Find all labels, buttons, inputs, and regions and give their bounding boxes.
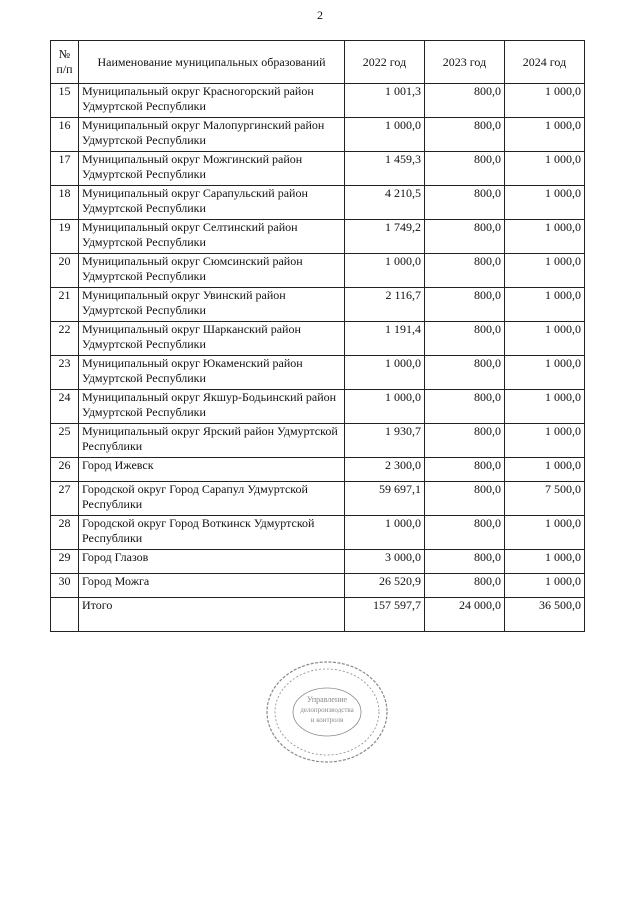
value-2024: 1 000,0: [505, 424, 585, 458]
row-name: Город Ижевск: [79, 458, 345, 482]
table-row: [51, 550, 585, 574]
value-2022: 1 000,0: [345, 390, 425, 424]
value-2024: 1 000,0: [505, 220, 585, 254]
table-row: [51, 254, 585, 288]
value-2022: 1 000,0: [345, 254, 425, 288]
value-2024: 1 000,0: [505, 516, 585, 550]
value-2024: 7 500,0: [505, 482, 585, 516]
value-2023: 800,0: [425, 550, 505, 574]
value-2023: 800,0: [425, 288, 505, 322]
value-2022: 1 749,2: [345, 220, 425, 254]
allocation-table: [50, 40, 585, 632]
row-name: Муниципальный округ Ярский район Удмуртской Республики: [79, 424, 345, 458]
row-name: Муниципальный округ Увинский район Удмуртской Республики: [79, 288, 345, 322]
row-name: Город Можга: [79, 574, 345, 598]
value-2024: 1 000,0: [505, 118, 585, 152]
row-name: Муниципальный округ Юкаменский район Удмуртской Республики: [79, 356, 345, 390]
value-2024: 1 000,0: [505, 288, 585, 322]
row-number: 30: [51, 574, 79, 598]
row-number: 16: [51, 118, 79, 152]
row-name: Городской округ Город Сарапул Удмуртской Республики: [79, 482, 345, 516]
value-2022: 2 300,0: [345, 458, 425, 482]
value-2022: 1 000,0: [345, 118, 425, 152]
row-number: 22: [51, 322, 79, 356]
value-2022: 4 210,5: [345, 186, 425, 220]
value-2023: 800,0: [425, 322, 505, 356]
row-number: 21: [51, 288, 79, 322]
table-row: [51, 356, 585, 390]
value-2023: 800,0: [425, 356, 505, 390]
table-row: [51, 390, 585, 424]
table-row: [51, 118, 585, 152]
table-row: [51, 220, 585, 254]
value-2022: 26 520,9: [345, 574, 425, 598]
row-number: 29: [51, 550, 79, 574]
value-2022: 3 000,0: [345, 550, 425, 574]
table-row: [51, 152, 585, 186]
row-number: 20: [51, 254, 79, 288]
value-2024: 1 000,0: [505, 254, 585, 288]
value-2024: 36 500,0: [505, 598, 585, 632]
value-2023: 800,0: [425, 458, 505, 482]
table-header-row: [51, 41, 585, 84]
value-2022: 157 597,7: [345, 598, 425, 632]
table-row: [51, 424, 585, 458]
stamp-line-3: и контроля: [310, 716, 344, 724]
value-2023: 800,0: [425, 516, 505, 550]
row-number: 15: [51, 84, 79, 118]
value-2022: 1 000,0: [345, 516, 425, 550]
table-row: [51, 516, 585, 550]
header-no: № п/п: [51, 41, 79, 84]
value-2024: 1 000,0: [505, 458, 585, 482]
row-number: 28: [51, 516, 79, 550]
value-2022: 1 930,7: [345, 424, 425, 458]
table-row: [51, 186, 585, 220]
row-name: Муниципальный округ Малопургинский район Удмуртской Республики: [79, 118, 345, 152]
value-2022: 1 000,0: [345, 356, 425, 390]
value-2023: 800,0: [425, 186, 505, 220]
value-2024: 1 000,0: [505, 574, 585, 598]
row-number: 17: [51, 152, 79, 186]
row-number: 26: [51, 458, 79, 482]
value-2023: 800,0: [425, 390, 505, 424]
value-2022: 1 001,3: [345, 84, 425, 118]
value-2022: 1 191,4: [345, 322, 425, 356]
table-row: [51, 458, 585, 482]
row-name: Муниципальный округ Сарапульский район Удмуртской Республики: [79, 186, 345, 220]
header-name: Наименование муниципальных образований: [79, 41, 345, 84]
stamp-line-2: делопроизводства: [300, 706, 354, 714]
row-name: Муниципальный округ Селтинский район Удмуртской Республики: [79, 220, 345, 254]
header-2022: 2022 год: [345, 41, 425, 84]
value-2023: 800,0: [425, 424, 505, 458]
value-2024: 1 000,0: [505, 84, 585, 118]
official-stamp: [265, 660, 389, 764]
value-2024: 1 000,0: [505, 152, 585, 186]
table-row: [51, 84, 585, 118]
value-2023: 800,0: [425, 574, 505, 598]
stamp-line-1: Управление: [306, 695, 348, 704]
row-number: 19: [51, 220, 79, 254]
row-number: 27: [51, 482, 79, 516]
row-name: Муниципальный округ Якшур-Бодьинский район Удмуртской Республики: [79, 390, 345, 424]
value-2022: 59 697,1: [345, 482, 425, 516]
row-number: 18: [51, 186, 79, 220]
row-number: 25: [51, 424, 79, 458]
value-2023: 800,0: [425, 254, 505, 288]
row-name: Город Глазов: [79, 550, 345, 574]
value-2022: 1 459,3: [345, 152, 425, 186]
table-row: [51, 322, 585, 356]
row-name: Итого: [79, 598, 345, 632]
total-row: [51, 598, 585, 632]
row-number: [51, 598, 79, 632]
page-number: 2: [317, 8, 323, 22]
value-2023: 800,0: [425, 482, 505, 516]
value-2022: 2 116,7: [345, 288, 425, 322]
table-row: [51, 574, 585, 598]
header-2023: 2023 год: [425, 41, 505, 84]
row-name: Муниципальный округ Шарканский район Удмуртской Республики: [79, 322, 345, 356]
value-2023: 24 000,0: [425, 598, 505, 632]
row-name: Городской округ Город Воткинск Удмуртской Республики: [79, 516, 345, 550]
value-2024: 1 000,0: [505, 356, 585, 390]
value-2023: 800,0: [425, 84, 505, 118]
value-2024: 1 000,0: [505, 322, 585, 356]
value-2024: 1 000,0: [505, 390, 585, 424]
row-number: 23: [51, 356, 79, 390]
value-2023: 800,0: [425, 118, 505, 152]
value-2023: 800,0: [425, 220, 505, 254]
row-name: Муниципальный округ Красногорский район Удмуртской Республики: [79, 84, 345, 118]
value-2024: 1 000,0: [505, 550, 585, 574]
row-number: 24: [51, 390, 79, 424]
table-row: [51, 288, 585, 322]
table-row: [51, 482, 585, 516]
header-2024: 2024 год: [505, 41, 585, 84]
value-2023: 800,0: [425, 152, 505, 186]
row-name: Муниципальный округ Сюмсинский район Удмуртской Республики: [79, 254, 345, 288]
row-name: Муниципальный округ Можгинский район Удмуртской Республики: [79, 152, 345, 186]
value-2024: 1 000,0: [505, 186, 585, 220]
